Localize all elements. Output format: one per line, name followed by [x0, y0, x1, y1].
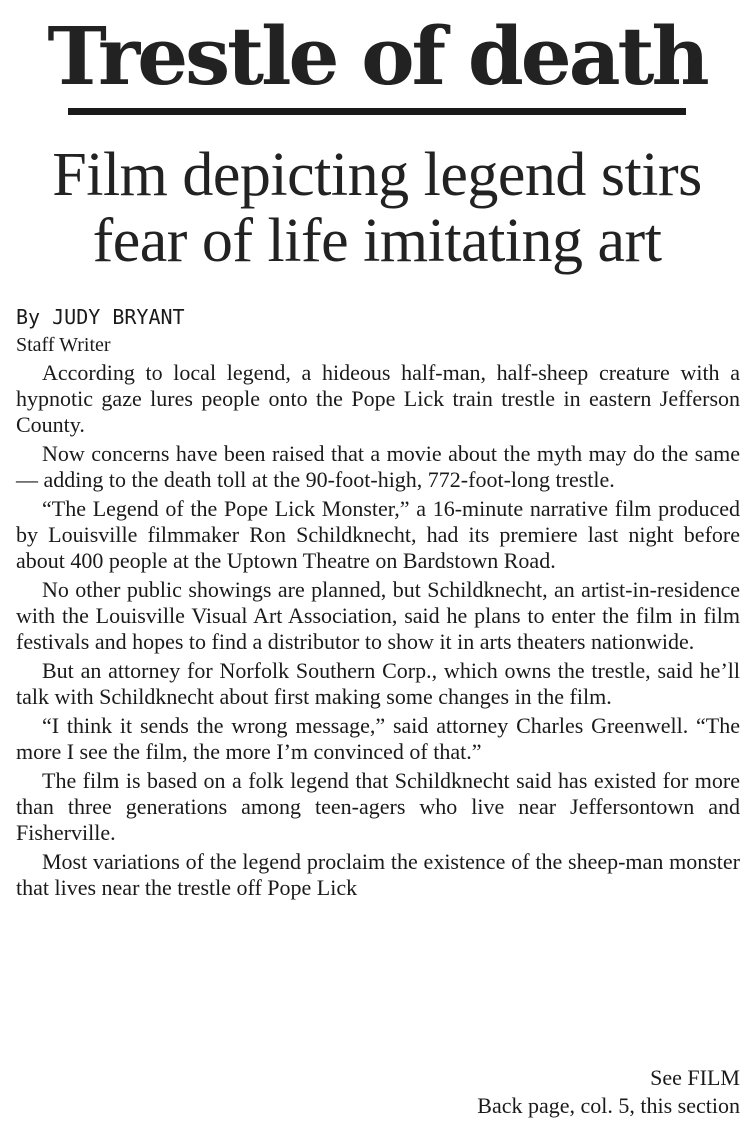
jump-line-1: See FILM — [650, 1065, 740, 1090]
paragraph: “The Legend of the Pope Lick Monster,” a 16-minute narrative film produced by Louisville filmmaker Ron Schildknecht, had its premiere last night before about 400 people at the Uptown Theatre on Bardstown Road. — [16, 496, 740, 573]
paragraph: No other public showings are planned, but Schildknecht, an artist-in-residence with the Louisville Visual Art Association, said he plans to enter the film in film festivals and hopes to find a distributor to show it in arts theaters nationwide. — [16, 577, 740, 654]
jump-line-2: Back page, col. 5, this section — [477, 1093, 740, 1118]
paragraph: Now concerns have been raised that a movie about the myth may do the same — adding to the death toll at the 90-foot-high, 772-foot-long trestle. — [16, 441, 740, 492]
paragraph: “I think it sends the wrong message,” said attorney Charles Greenwell. “The more I see the film, the more I’m convinced of that.” — [16, 713, 740, 764]
paragraph: According to local legend, a hideous half-man, half-sheep creature with a hypnotic gaze lures people onto the Pope Lick train trestle in eastern Jefferson County. — [16, 360, 740, 437]
paragraph: The film is based on a folk legend that Schildknecht said has existed for more than three generations among teen-agers who live near Jeffersontown and Fisherville. — [16, 768, 740, 845]
headline-line-2: fear of life imitating art — [92, 207, 662, 275]
paragraph: But an attorney for Norfolk Southern Corp., which owns the trestle, said he’ll talk with Schildknecht about first making some changes in the film. — [16, 658, 740, 709]
byline: By JUDY BRYANT — [16, 305, 185, 329]
byline-role: Staff Writer — [16, 334, 111, 356]
main-headline — [0, 142, 754, 274]
continuation-jump — [477, 1064, 740, 1120]
article-body — [16, 360, 740, 904]
headline-rule — [68, 108, 686, 115]
kicker-headline: Trestle of death — [47, 9, 707, 103]
paragraph: Most variations of the legend proclaim the existence of the sheep-man monster that lives near the trestle off Pope Lick — [16, 849, 740, 900]
headline-line-1: Film depicting legend stirs — [52, 141, 702, 209]
